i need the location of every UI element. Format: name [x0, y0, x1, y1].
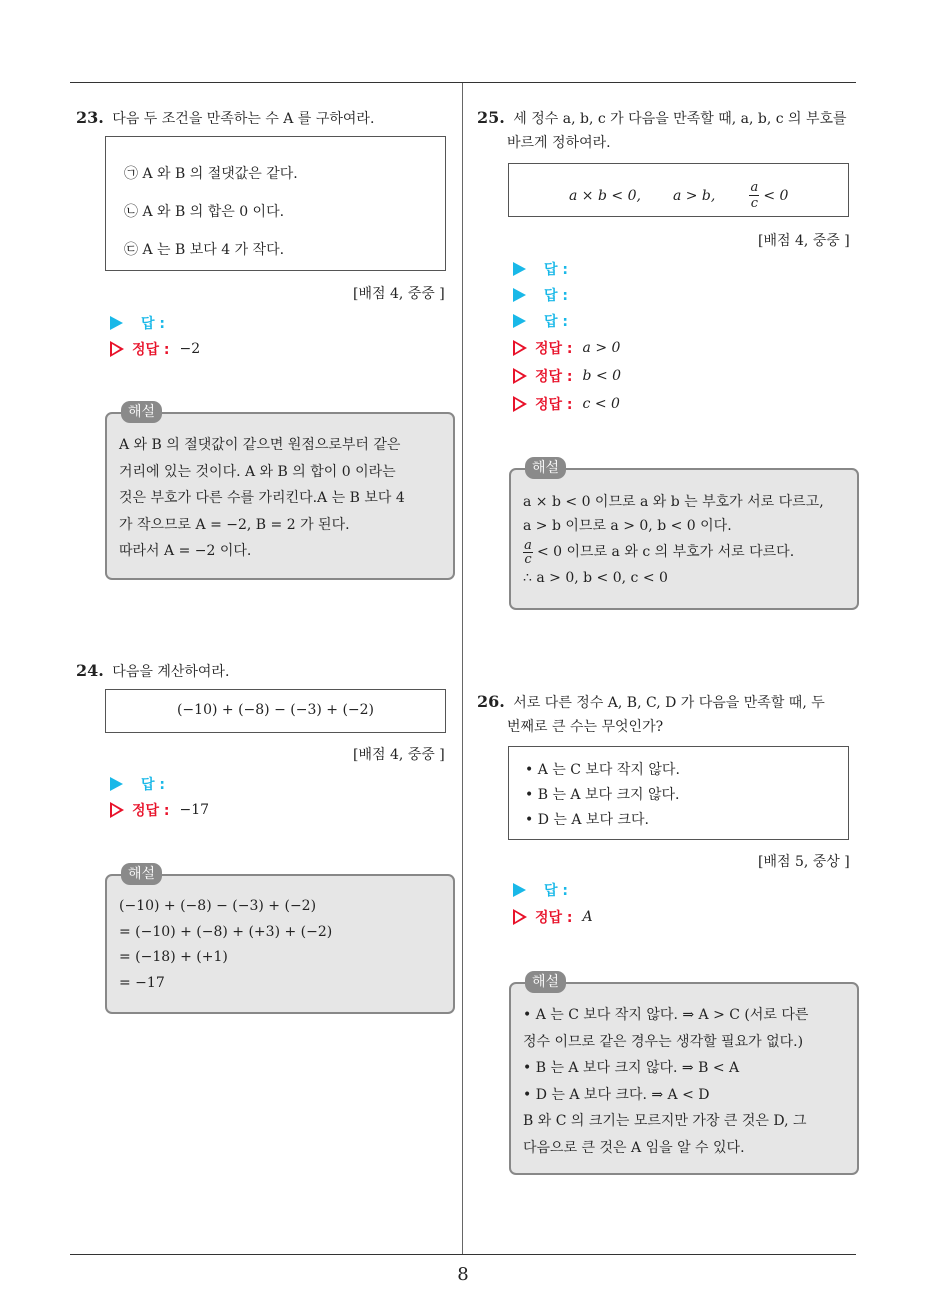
q26-condition: • B 는 A 보다 크지 않다.: [525, 787, 680, 803]
q25-answer-line[interactable]: [513, 285, 568, 305]
q26-explanation-line: • B 는 A 보다 크지 않다. ⇒ B < A: [523, 1060, 740, 1076]
q23-text: 다음 두 조건을 만족하는 수 A 를 구하여라.: [112, 111, 375, 127]
q26-text-line1: 서로 다른 정수 A, B, C, D 가 다음을 만족할 때, 두: [513, 695, 825, 711]
q25-correct-answer: [513, 338, 620, 358]
answer-arrow-icon: [110, 316, 123, 330]
q24-answer-line[interactable]: [110, 774, 165, 794]
q25-fraction-denominator: c: [750, 196, 758, 211]
q24-explanation-box: [105, 866, 455, 1014]
explanation-tag: 해설: [525, 971, 566, 993]
q25-explanation-fraction-denominator: c: [524, 552, 532, 567]
correct-label: 정답 :: [535, 369, 573, 385]
q23-explanation-line: 가 작으므로 A = −2, B = 2 가 된다.: [119, 516, 350, 533]
explanation-tag: 해설: [525, 457, 566, 479]
q24-explanation-line: (−10) + (−8) − (−3) + (−2): [119, 898, 317, 914]
q25-explanation-box: [509, 460, 859, 610]
q24-text: 다음을 계산하여라.: [112, 664, 230, 680]
q24-correct-answer: [110, 800, 209, 820]
q25-number: 25.: [477, 108, 505, 127]
q24-explanation-line: = (−10) + (−8) + (+3) + (−2): [119, 923, 333, 940]
q23-answer-line[interactable]: [110, 313, 165, 333]
q25-text-line1: 세 정수 a, b, c 가 다음을 만족할 때, a, b, c 의 부호를: [513, 111, 847, 127]
answer-label: 답 :: [141, 777, 165, 793]
q25-answer-line[interactable]: [513, 259, 568, 279]
answer-arrow-icon: [513, 883, 526, 897]
q23-condition: ㉡ A 와 B 의 합은 0 이다.: [124, 204, 285, 220]
answer-label: 답 :: [141, 316, 165, 332]
q23-explanation-box: [105, 404, 455, 580]
answer-arrow-icon: [110, 777, 123, 791]
q25-text-line2: 바르게 정하여라.: [507, 135, 611, 151]
answer-label: 답 :: [544, 262, 568, 278]
q26-explanation-line: • D 는 A 보다 크다. ⇒ A < D: [523, 1086, 710, 1103]
q25-correct-answer: [513, 366, 621, 386]
q24-score: [배점 4, 중중 ]: [353, 747, 445, 763]
q25-explanation-line: a × b < 0 이므로 a 와 b 는 부호가 서로 다르고,: [523, 494, 824, 510]
correct-arrow-icon: [513, 340, 527, 356]
q25-explanation-fraction: [523, 539, 533, 566]
q25-explanation-line: a > b 이므로 a > 0, b < 0 이다.: [523, 518, 732, 534]
correct-label: 정답 :: [132, 803, 170, 819]
q26-explanation-line: B 와 C 의 크기는 모르지만 가장 큰 것은 D, 그: [523, 1113, 807, 1129]
q26-number: 26.: [477, 692, 505, 711]
q23-answer-value: −2: [179, 341, 201, 357]
q24-explanation-line: = (−18) + (+1): [119, 949, 228, 965]
q23-condition: ㉠ A 와 B 의 절댓값은 같다.: [124, 166, 298, 182]
q24-expression-box: [105, 689, 446, 733]
q23-score: [배점 4, 중중 ]: [353, 286, 445, 302]
q25-answer-value: a > 0: [582, 340, 621, 356]
q25-fraction: [749, 181, 759, 211]
q23-number: 23.: [76, 108, 104, 127]
q25-condition-order: a > b,: [672, 188, 716, 204]
q25-explanation-fraction-numerator: a: [524, 538, 532, 553]
q23-explanation-line: 것은 부호가 다른 수를 가리킨다.A 는 B 보다 4: [119, 490, 405, 506]
answer-label: 답 :: [544, 288, 568, 304]
answer-arrow-icon: [513, 314, 526, 328]
q26-score: [배점 5, 중상 ]: [758, 854, 850, 870]
q23-question: [76, 106, 374, 131]
q26-explanation-box: [509, 974, 859, 1175]
q23-explanation-line: 따라서 A = −2 이다.: [119, 543, 252, 559]
q26-explanation-line: • A 는 C 보다 작지 않다. ⇒ A > C (서로 다른: [523, 1007, 809, 1023]
q26-explanation-line: 정수 이므로 같은 경우는 생각할 필요가 없다.): [523, 1033, 804, 1050]
q24-question: [76, 659, 229, 684]
q26-condition: • A 는 C 보다 작지 않다.: [525, 762, 680, 778]
correct-arrow-icon: [110, 341, 124, 357]
q25-answer-value: c < 0: [582, 396, 620, 412]
correct-label: 정답 :: [535, 910, 573, 926]
answer-label: 답 :: [544, 314, 568, 330]
q26-answer-value: A: [582, 909, 593, 925]
q26-explanation-line: 다음으로 큰 것은 A 임을 알 수 있다.: [523, 1139, 745, 1156]
q25-correct-answer: [513, 394, 620, 414]
correct-arrow-icon: [513, 368, 527, 384]
correct-arrow-icon: [110, 802, 124, 818]
q26-conditions-box: [508, 746, 849, 840]
q26-correct-answer: [513, 907, 593, 927]
q25-condition-product: a × b < 0,: [569, 188, 641, 204]
explanation-tag: 해설: [121, 401, 162, 423]
q25-conditions-box: [508, 163, 849, 217]
q23-correct-answer: [110, 339, 200, 359]
q26-question: [477, 690, 825, 739]
column-divider: [462, 83, 463, 1254]
q25-answer-line[interactable]: [513, 311, 568, 331]
q26-condition: • D 는 A 보다 크다.: [525, 812, 649, 828]
answer-arrow-icon: [513, 262, 526, 276]
q23-explanation-line: 거리에 있는 것이다. A 와 B 의 합이 0 이라는: [119, 463, 396, 480]
q24-answer-value: −17: [179, 802, 210, 818]
correct-arrow-icon: [513, 909, 527, 925]
correct-label: 정답 :: [535, 397, 573, 413]
q26-answer-line[interactable]: [513, 880, 568, 900]
q25-score: [배점 4, 중중 ]: [758, 233, 850, 249]
q25-explanation-line: ∴ a > 0, b < 0, c < 0: [523, 570, 668, 586]
q24-explanation-line: = −17: [119, 974, 165, 991]
top-rule: [70, 82, 856, 83]
q25-question: [477, 106, 847, 155]
q26-text-line2: 번째로 큰 수는 무엇인가?: [507, 719, 664, 735]
correct-label: 정답 :: [132, 342, 170, 358]
q24-number: 24.: [76, 661, 104, 680]
q24-expression: (−10) + (−8) − (−3) + (−2): [176, 702, 375, 718]
q25-fraction-numerator: a: [750, 180, 759, 195]
q25-explanation-line: < 0 이므로 a 와 c 의 부호가 서로 다르다.: [537, 544, 795, 560]
q23-condition: ㉢ A 는 B 보다 4 가 작다.: [124, 242, 285, 258]
q23-conditions-box: [105, 136, 446, 271]
explanation-tag: 해설: [121, 863, 162, 885]
q25-answer-value: b < 0: [582, 368, 622, 384]
page-number: 8: [457, 1264, 469, 1285]
q23-explanation-line: A 와 B 의 절댓값이 같으면 원점으로부터 같은: [119, 437, 401, 453]
answer-arrow-icon: [513, 288, 526, 302]
bottom-rule: [70, 1254, 856, 1255]
correct-label: 정답 :: [535, 341, 573, 357]
answer-label: 답 :: [544, 883, 568, 899]
correct-arrow-icon: [513, 396, 527, 412]
q25-condition-ratio: < 0: [763, 188, 789, 204]
